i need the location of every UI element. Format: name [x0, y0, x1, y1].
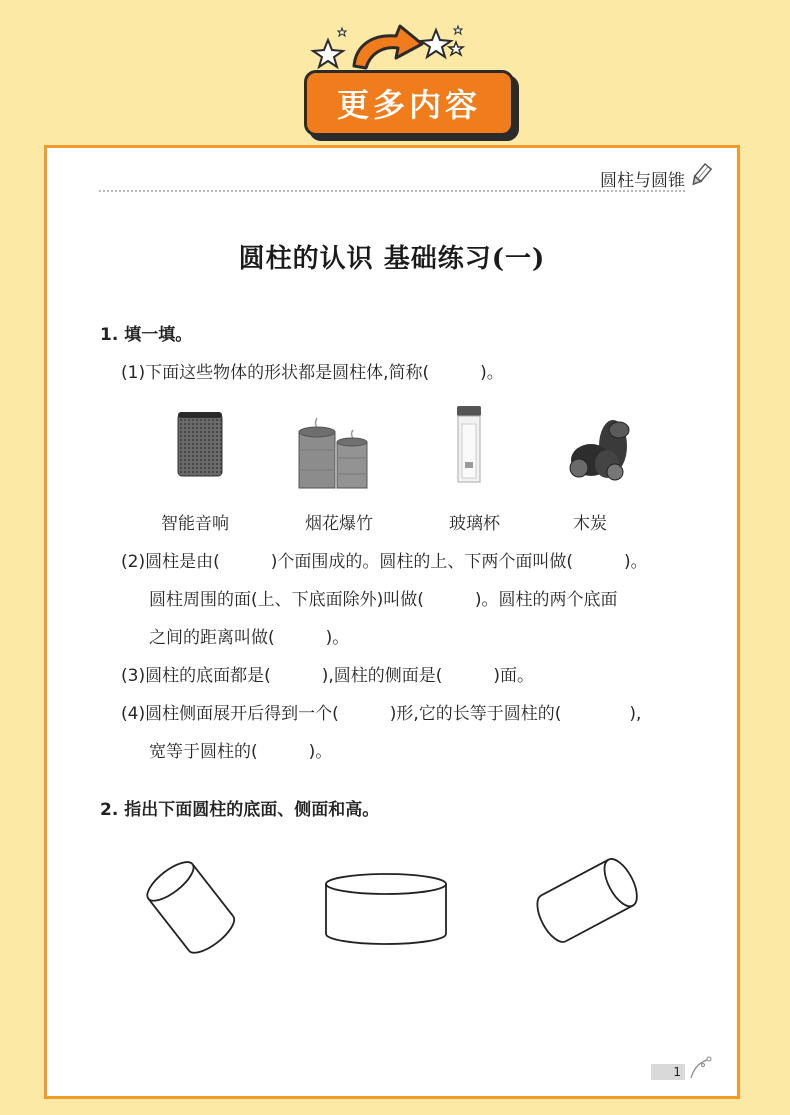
rotated-cylinder-drawing	[529, 848, 647, 952]
star-icon	[454, 26, 462, 34]
object-label: 木炭	[573, 514, 607, 534]
page-corner-decoration-icon	[687, 1054, 715, 1080]
pencil-icon	[689, 162, 713, 188]
question-1-2-text: (2)圆柱是由( )个面围成的。圆柱的上、下两个面叫做( )。	[121, 552, 648, 572]
glass-cup-image	[451, 404, 487, 484]
header-divider	[99, 190, 685, 192]
question-1-4-text: 宽等于圆柱的( )。	[149, 742, 333, 762]
star-icon	[421, 30, 451, 57]
worksheet-page	[44, 145, 740, 1099]
tilted-cylinder-drawing	[139, 854, 245, 964]
smart-speaker-image	[175, 410, 225, 480]
question-1-2-text: 圆柱周围的面(上、下底面除外)叫做( )。圆柱的两个底面	[149, 590, 618, 610]
question-2-title: 2. 指出下面圆柱的底面、侧面和高。	[100, 800, 380, 820]
firecracker-image	[295, 414, 369, 490]
star-icon	[313, 40, 343, 67]
badge-label[interactable]: 更多内容	[304, 70, 514, 136]
question-1-1-text: (1)下面这些物体的形状都是圆柱体,简称( )。	[121, 363, 504, 383]
question-1-title: 1. 填一填。	[100, 325, 193, 345]
object-label: 玻璃杯	[449, 514, 500, 534]
short-cylinder-drawing	[323, 870, 449, 948]
page-number: 1	[651, 1064, 685, 1080]
object-label: 智能音响	[161, 514, 229, 534]
more-content-badge[interactable]	[296, 14, 526, 124]
page-title: 圆柱的认识 基础练习(一)	[238, 244, 546, 274]
charcoal-image	[567, 416, 637, 484]
object-label: 烟花爆竹	[305, 514, 373, 534]
star-icon	[338, 28, 346, 36]
question-1-2-text: 之间的距离叫做( )。	[149, 628, 350, 648]
question-1-3-text: (3)圆柱的底面都是( ),圆柱的侧面是( )面。	[121, 666, 535, 686]
chapter-tag: 圆柱与圆锥	[600, 171, 685, 191]
question-1-4-text: (4)圆柱侧面展开后得到一个( )形,它的长等于圆柱的( ),	[121, 704, 642, 724]
star-icon	[449, 42, 463, 55]
